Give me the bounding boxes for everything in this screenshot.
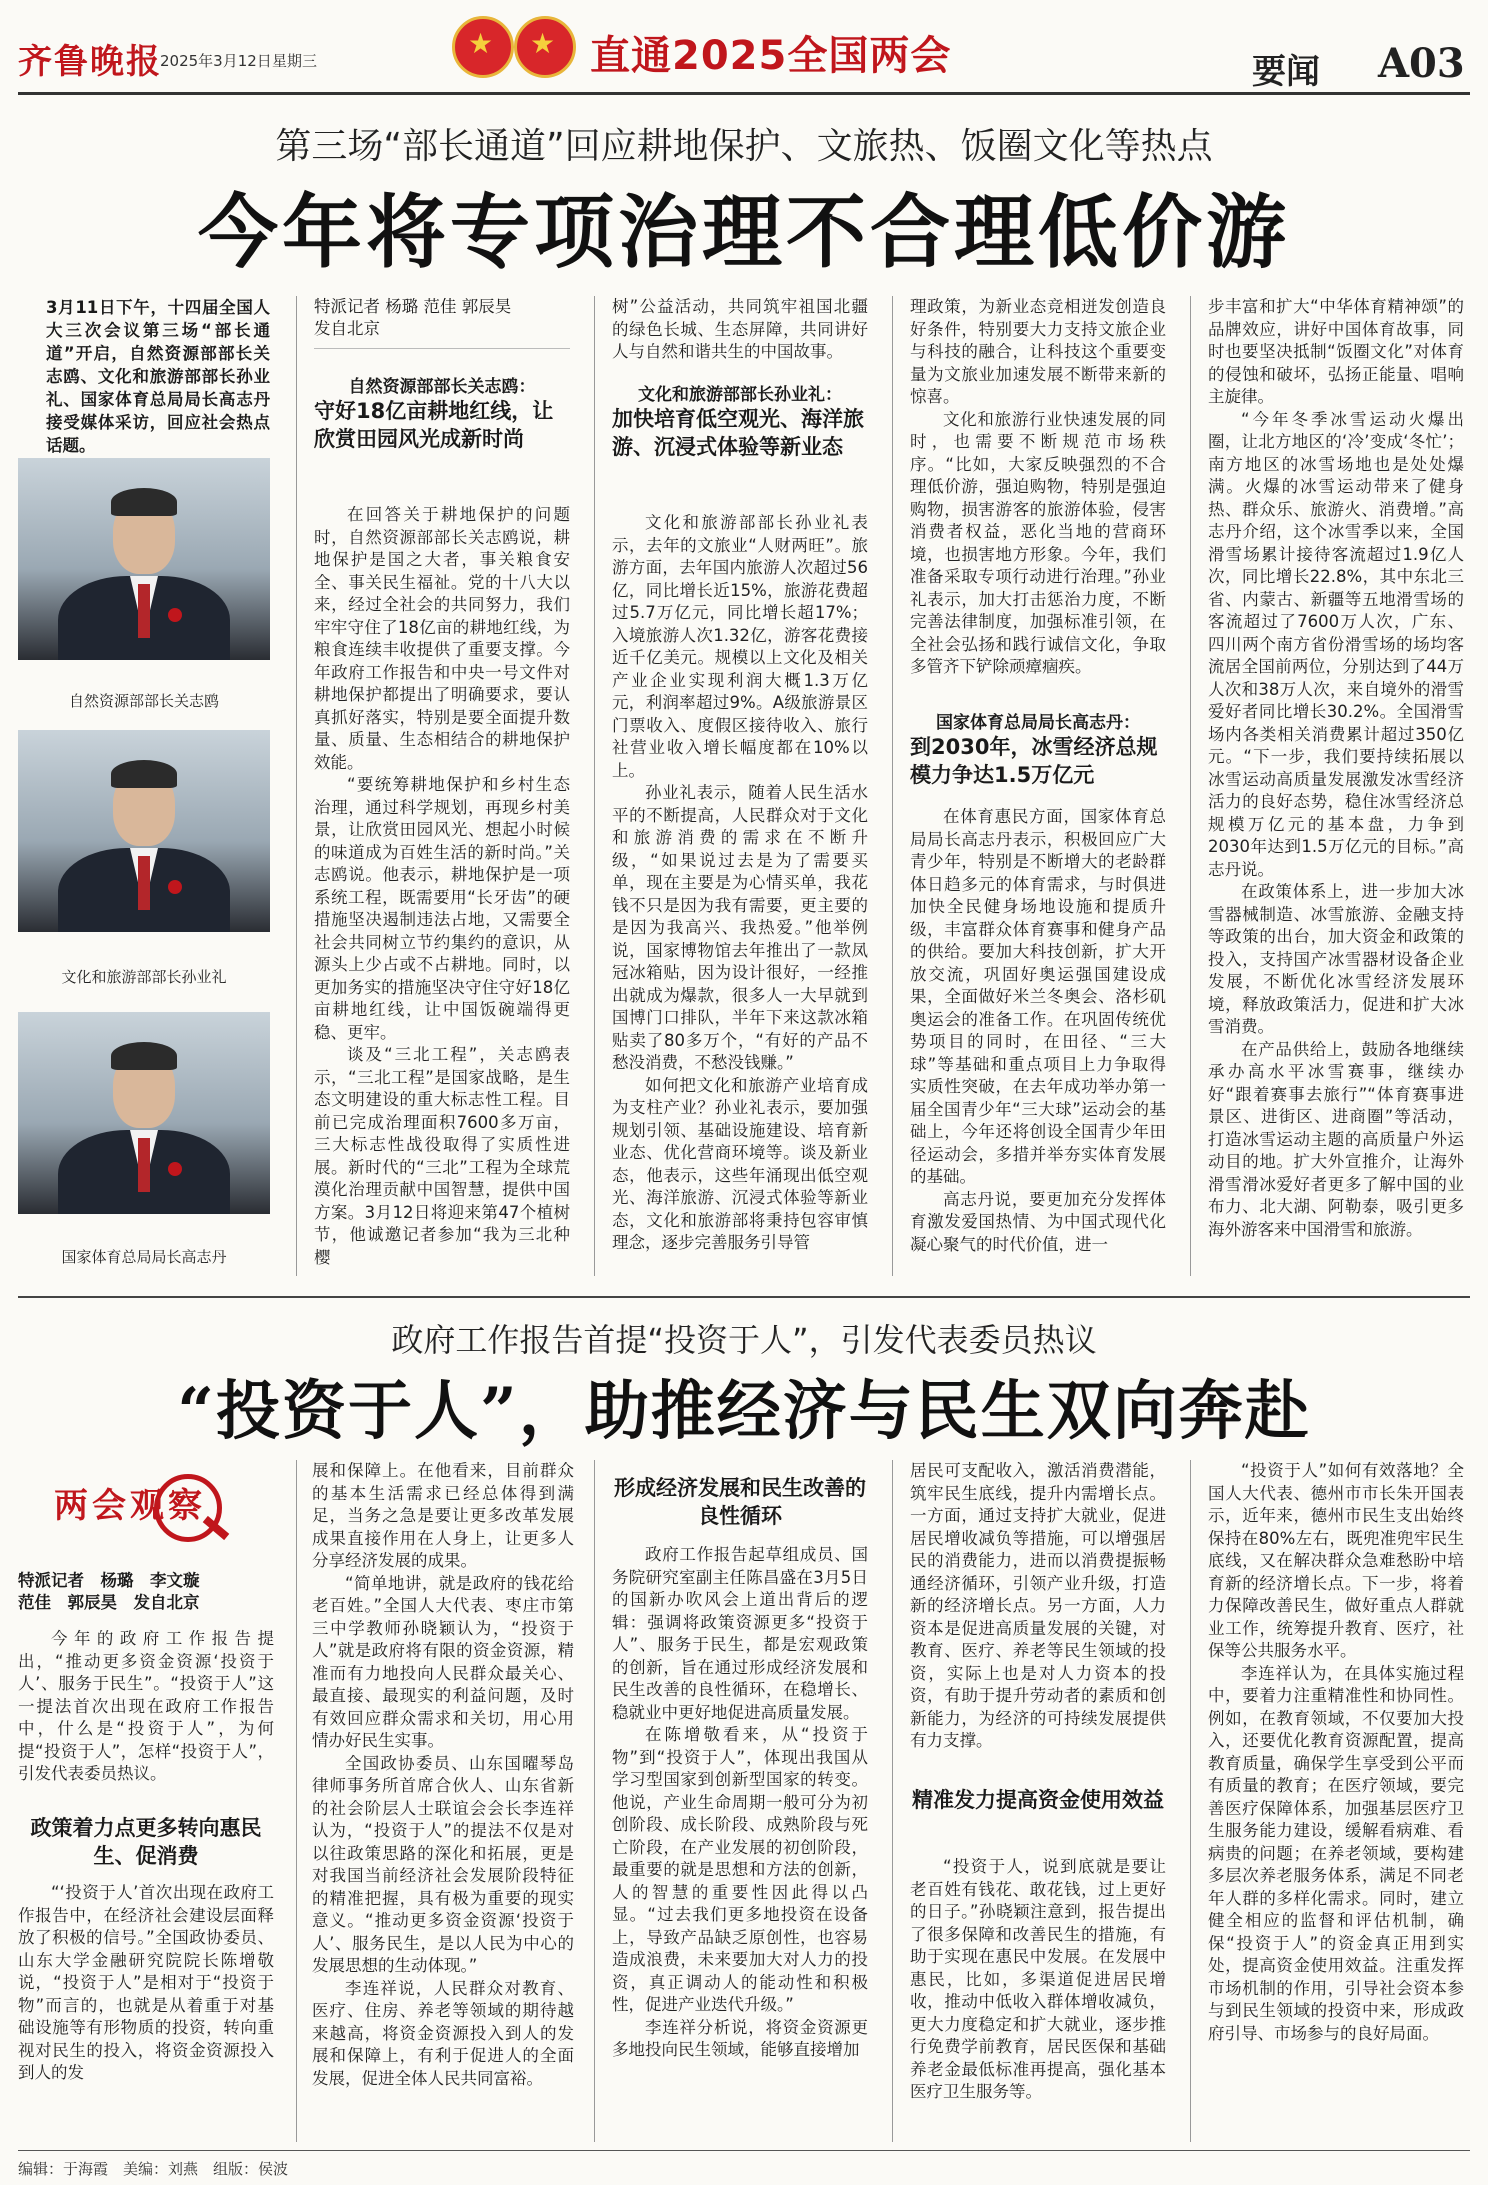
column-divider <box>594 296 595 1276</box>
story2-col4-b: “投资于人，说到底就是要让老百姓有钱花、敢花钱，过上更好的日子。”孙晓颖注意到，报告提出了很多保障和改善民生的措施，有助于实现在惠民中发展。在发展中惠民，比如，多渠道促进居民增收，推动中低收入群体增收减负，更大力度稳定和扩大就业，逐步推行免费学前教育，居民医保和基础养老金最低标准再提高，强化基本医疗卫生服务等。 <box>910 1857 1166 2101</box>
page-number: A03 <box>1378 40 1465 87</box>
story2-section-1: 政策着力点更多转向惠民生、促消费 <box>30 1816 262 1868</box>
newspaper-logo: 齐鲁晚报 <box>18 42 162 82</box>
photo-guan-zhiou <box>18 458 270 660</box>
story1-col5: 步丰富和扩大“中华体育精神颂”的品牌效应，讲好中国体育故事，同时也要坚决抵制“饭圈文化”对体育的侵蚀和破坏，弘扬正能量、唱响主旋律。 “今年冬季冰雪运动火爆出圈，让北方地区的‘冷’变成‘冬忙’；南方地区的冰雪场地也是处处爆满。火爆的冰雪运动带来了健身热、群众乐、旅游火、消费增。”高志丹介绍，这个冰雪季以来，全国滑雪场累计接待客流超过1.9亿人次，同比增长22.8%，其中东北三省、内蒙古、新疆等五地滑雪场的客流超过了7600万人次，广东、四川两个南方省份滑雪场的场均客流居全国前两位，分别达到了44万人次和38万人次，来自境外的滑雪爱好者同比增长30.2%。全国滑雪场内各类相关消费累计超过350亿元。“下一步，我们要持续拓展以冰雪运动高质量发展激发冰雪经济活力的良好态势，稳住冰雪经济总规模万亿元的基本盘，力争到2030年达到1.5万亿元的目标。”高志丹说。 在政策体系上，进一步加大冰雪器械制造、冰雪旅游、金融支持等政策的出台，加大资金和政策的投入，支持国产冰雪器材设备企业发展，不断优化冰雪经济发展环境，释放政策活力，促进和扩大冰雪消费。 在产品供给上，鼓励各地继续承办高水平冰雪赛事，继续办好“跟着赛事去旅行”“体育赛事进景区、进街区、进商圈”等活动，打造冰雪运动主题的高质量户外运动目的地。扩大外宣推介，让海外滑雪滑冰爱好者更多了解中国的业布力、北大湖、阿勒泰，吸引更多海外游客来中国滑雪和旅游。 <box>1208 297 1464 1239</box>
story1-col4: 理政策，为新业态竞相迸发创造良好条件，特别要大力支持文旅企业与科技的融合，让科技这个重要变量为文旅业加速发展不断带来新的惊喜。 文化和旅游行业快速发展的同时，也需要不断规范市场秩序。“比如，大家反映强烈的不合理低价游，强迫购物，特别是强迫购物，损害游客的旅游体验，侵害消费者权益，恶化当地的营商环境，也损害地方形象。今年，我们准备采取专项行动进行治理。”孙业礼表示，加大打击惩治力度，不断完善法律制度，加强标准引领，在全社会弘扬和践行诚信文化，争取多管齐下铲除顽瘴痼疾。 <box>910 297 1166 676</box>
photo-caption: 国家体育总局局长高志丹 <box>61 1248 227 1266</box>
story-divider <box>18 1296 1470 1298</box>
issue-date: 2025年3月12日 <box>160 52 272 70</box>
column-divider <box>892 1460 893 2142</box>
story2-col3: 政府工作报告起草组成员、国务院研究室副主任陈昌盛在3月5日的国新办吹风会上道出背后的逻辑：强调将政策资源更多“投资于人”、服务于民生，都是宏观政策的创新，旨在通过形成经济发展和民生改善的良性循环，在稳增长、稳就业中更好地促进高质量发展。 在陈增敬看来，从“投资于物”到“投资于人”，体现出我国从学习型国家到创新型国家的转变。他说，产业生命周期一般可分为初创阶段、成长阶段、成熟阶段与死亡阶段，在产业发展的初创阶段，最重要的就是思想和方法的创新，人的智慧的重要性因此得以凸显。“过去我们更多地投资在设备上，导致产品缺乏原创性，也容易造成浪费，未来要加大对人力的投资，真正调动人的能动性和积极性，促进产业迭代升级。” 李连祥分析说，将资金资源更多地投向民生领域，能够直接增加 <box>612 1545 868 2059</box>
national-emblem-icon: ★ <box>452 16 514 78</box>
story2-col1: 今年的政府工作报告提出，“推动更多资金资源‘投资于人’、服务于民生”。“投资于人”这一提法首次出现在政府工作报告中，什么是“投资于人”，为何提“投资于人”，怎样“投资于人”，引发代表委员热议。 <box>18 1629 274 1783</box>
section-name: 要闻 <box>1252 52 1320 92</box>
story2-col5: “投资于人”如何有效落地？全国人大代表、德州市市长朱开国表示，近年来，德州市民生支出始终保持在80%左右，既兜准兜牢民生底线，又在解决群众急难愁盼中培育新的经济增长点。下一步，将着力保障改善民生，做好重点人群就业工作，统筹提升教育、医疗，社保等公共服务水平。 李连祥认为，在具体实施过程中，要着力注重精准性和协同性。例如，在教育领域，不仅要加大投入，还要优化教育资源配置，提高教育质量，确保学生享受到公平而有质量的教育；在医疗领域，要完善医疗保障体系，加强基层医疗卫生服务能力建设，缓解看病难、看病贵的问题；在养老领域，要构建多层次养老服务体系，满足不同老年人群的多样化需求。同时，建立健全相应的监督和评估机制，确保“投资于人”的资金真正用到实处，提高资金使用效益。注重发挥市场机制的作用，引导社会资本参与到民生领域的投资中来，形成政府引导、市场参与的良好局面。 <box>1208 1461 1464 2043</box>
story1-subhead-1: 自然资源部部长关志鸥： 守好18亿亩耕地红线，让欣赏田园风光成新时尚 <box>314 377 554 451</box>
story2-section-3: 精准发力提高资金使用效益 <box>912 1788 1164 1812</box>
story1-col4-b: 在体育惠民方面，国家体育总局局长高志丹表示，积极回应广大青少年，特别是不断增大的老龄群体日趋多元的体育需求，与时俱进加快全民健身场地设施和提质升级，丰富群众体育赛事和健身产品的供给。要加大科技创新，扩大开放交流，巩固好奥运强国建设成果，全面做好米兰冬奥会、洛杉矶奥运会的准备工作。在巩固传统优势项目的同时，在田径、“三大球”等基础和重点项目上力争取得实质性突破，在去年成功举办第一届全国青少年“三大球”运动会的基础上，今年还将创设全国青少年田径运动会，多措并举夯实体育发展的基础。 高志丹说，要更加充分发挥体育激发爱国热情、为中国式现代化凝心聚气的时代价值，进一 <box>910 807 1166 1254</box>
story2-col1-b: “‘投资于人’首次出现在政府工作报告中，在经济社会建设层面释放了积极的信号。”全国政协委员、山东大学金融研究院院长陈增敬说，“投资于人”是相对于“投资于物”而言的，也就是从着重于对基础设施等有形物质的投资，转向重视对民生的投入，将资金资源投入到人的发 <box>18 1883 274 2082</box>
masthead <box>0 0 1488 95</box>
cppcc-emblem-icon: ★ <box>514 16 576 78</box>
channel-title: 直通2025全国两会 <box>590 33 952 79</box>
story2-kicker: 政府工作报告首提“投资于人”，引发代表委员热议 <box>391 1321 1097 1359</box>
story1-col3: 文化和旅游部部长孙业礼表示，去年的文旅业“人财两旺”。旅游方面，去年国内旅游人次超过56亿，同比增长近15%，旅游花费超过5.7万亿元，同比增长超17%；入境旅游人次1.32亿，游客花费接近千亿美元。规模以上文化及相关产业企业实现利润大概1.3万亿元，利润率超过9%。A级旅游景区门票收入、度假区接待收入、旅行社营业收入增长幅度都在10%以上。 孙业礼表示，随着人民生活水平的不断提高，人民群众对于文化和旅游消费的需求在不断升级，“如果说过去是为了需要买单，现在主要是为心情买单，我花钱不只是因为我有需要，更主要的是因为我高兴、我热爱。”他举例说，国家博物馆去年推出了一款凤冠冰箱贴，因为设计很好，一经推出就成为爆款，很多人一大早就到国博门口排队，半年下来这款冰箱贴卖了80多万个，“有好的产品不愁没消费，不愁没钱赚。” 如何把文化和旅游产业培育成为支柱产业？孙业礼表示，要加强规划引领、基础设施建设、培育新业态、优化营商环境等。谈及新业态，他表示，这些年涌现出低空观光、海洋旅游、沉浸式体验等新业态，文化和旅游部将秉持包容审慎理念，逐步完善服务引导管 <box>612 513 868 1252</box>
photo-sun-yeli <box>18 730 270 932</box>
photo-gao-zhidan <box>18 1012 270 1214</box>
story1-col3-top: 树”公益活动，共同筑牢祖国北疆的绿色长城、生态屏障，共同讲好人与自然和谐共生的中国故事。 <box>612 297 868 361</box>
story2-byline: 特派记者 杨璐 李文璇 范佳 郭辰昊 发自北京 <box>18 1571 200 1612</box>
story1-col2: 在回答关于耕地保护的问题时，自然资源部部长关志鸥说，耕地保护是国之大者，事关粮食安全、事关民生福祉。党的十八大以来，经过全社会的共同努力，我们牢牢守住了18亿亩的耕地红线，为粮食连续丰收提供了重要支撑。今年政府工作报告和中央一号文件对耕地保护都提出了明确要求，要认真抓好落实，特别是要全面提升数量、质量、生态相结合的耕地保护效能。 “要统筹耕地保护和乡村生态治理，通过科学规划，再现乡村美景，让欣赏田园风光、想起小时候的味道成为百姓生活的新时尚。”关志鸥说。他表示，耕地保护是一项系统工程，既需要用“长牙齿”的硬措施坚决遏制违法占地，又需要全社会共同树立节约集约的意识，从源头上少占或不占耕地。同时，以更加务实的措施坚决守住守好18亿亩耕地红线，让中国饭碗端得更稳、更牢。 谈及“三北工程”，关志鸥表示，“三北工程”是国家战略，是生态文明建设的重大标志性工程。目前已完成治理面积7600多万亩，三大标志性战役取得了实质性进展。新时代的“三北”工程为全球荒漠化治理贡献中国智慧，提供中国方案。3月12日将迎来第47个植树节，他诚邀记者参加“我为三北种樱 <box>314 505 570 1267</box>
masthead-divider <box>18 92 1470 95</box>
story1-lead: 3月11日下午，十四届全国人大三次会议第三场“部长通道”开启，自然资源部部长关志鸥、文化和旅游部部长孙业礼、国家体育总局局长高志丹接受媒体采访，回应社会热点话题。 <box>46 298 270 455</box>
photo-caption: 文化和旅游部部长孙业礼 <box>61 968 227 986</box>
story2-col2: 展和保障上。在他看来，目前群众的基本生活需求已经总体得到满足，当务之急是要让更多改革发展成果直接作用在人身上，让更多人分享经济发展的成果。 “简单地讲，就是政府的钱花给老百姓。”全国人大代表、枣庄市第三中学教师孙晓颖认为，“投资于人”就是政府将有限的资金资源，精准而有力地投向人民群众最关心、最直接、最现实的利益问题，及时有效回应群众需求和关切，用心用情办好民生实事。 全国政协委员、山东国曜琴岛律师事务所首席合伙人、山东省新的社会阶层人士联谊会会长李连祥认为，“投资于人”的提法不仅是对以往政策思路的深化和拓展，更是对我国当前经济社会发展阶段特征的精准把握，具有极为重要的现实意义。“推动更多资金资源‘投资于人’、服务民生，是以人民为中心的发展思想的生动体现。” 李连祥说，人民群众对教育、医疗、住房、养老等领域的期待越来越高，将资金资源投入到人的发展和保障上，有利于促进人的全面发展，促进全体人民共同富裕。 <box>312 1461 574 2088</box>
story1-subhead-2: 文化和旅游部部长孙业礼： 加快培育低空观光、海洋旅游、沉浸式体验等新业态 <box>612 385 864 459</box>
column-divider <box>296 1460 297 2142</box>
two-sessions-badge: 两会观察 <box>36 1474 276 1530</box>
story1-kicker: 第三场“部长通道”回应耕地保护、文旅热、饭圈文化等热点 <box>275 126 1213 167</box>
story2-headline: “投资于人”，助推经济与民生双向奔赴 <box>177 1374 1311 1449</box>
editor-credits: 编辑：于海霞 美编：刘燕 组版：侯波 <box>18 2160 289 2178</box>
story2-section-2: 形成经济发展和民生改善的良性循环 <box>614 1476 866 1528</box>
column-divider <box>1190 1460 1191 2142</box>
column-divider <box>892 296 893 1276</box>
column-divider <box>594 1460 595 2142</box>
photo-caption: 自然资源部部长关志鸥 <box>68 692 219 710</box>
footer-divider <box>18 2150 1470 2151</box>
story1-byline: 特派记者 杨璐 范佳 郭辰昊 发自北京 <box>314 297 512 338</box>
story1-headline: 今年将专项治理不合理低价游 <box>198 185 1290 279</box>
story1-subhead-3: 国家体育总局局长高志丹： 到2030年，冰雪经济总规模力争达1.5万亿元 <box>910 713 1158 787</box>
column-divider <box>1190 296 1191 1276</box>
issue-weekday: 星期三 <box>272 52 318 70</box>
story2-col4: 居民可支配收入，激活消费潜能，筑牢民生底线，提升内需增长点。一方面，通过支持扩大就业，促进居民增收减负等措施，可以增强居民的消费能力，进而以消费提振畅通经济循环，引领产业升级，打造新的经济增长点。另一方面，人力资本是促进高质量发展的关键，对教育、医疗、养老等民生领域的投资，实际上也是对人力资本的投资，有助于提升劳动者的素质和创新能力，为经济的可持续发展提供有力支撑。 <box>910 1461 1166 1750</box>
byline-divider <box>314 348 570 349</box>
column-divider <box>296 296 297 1276</box>
